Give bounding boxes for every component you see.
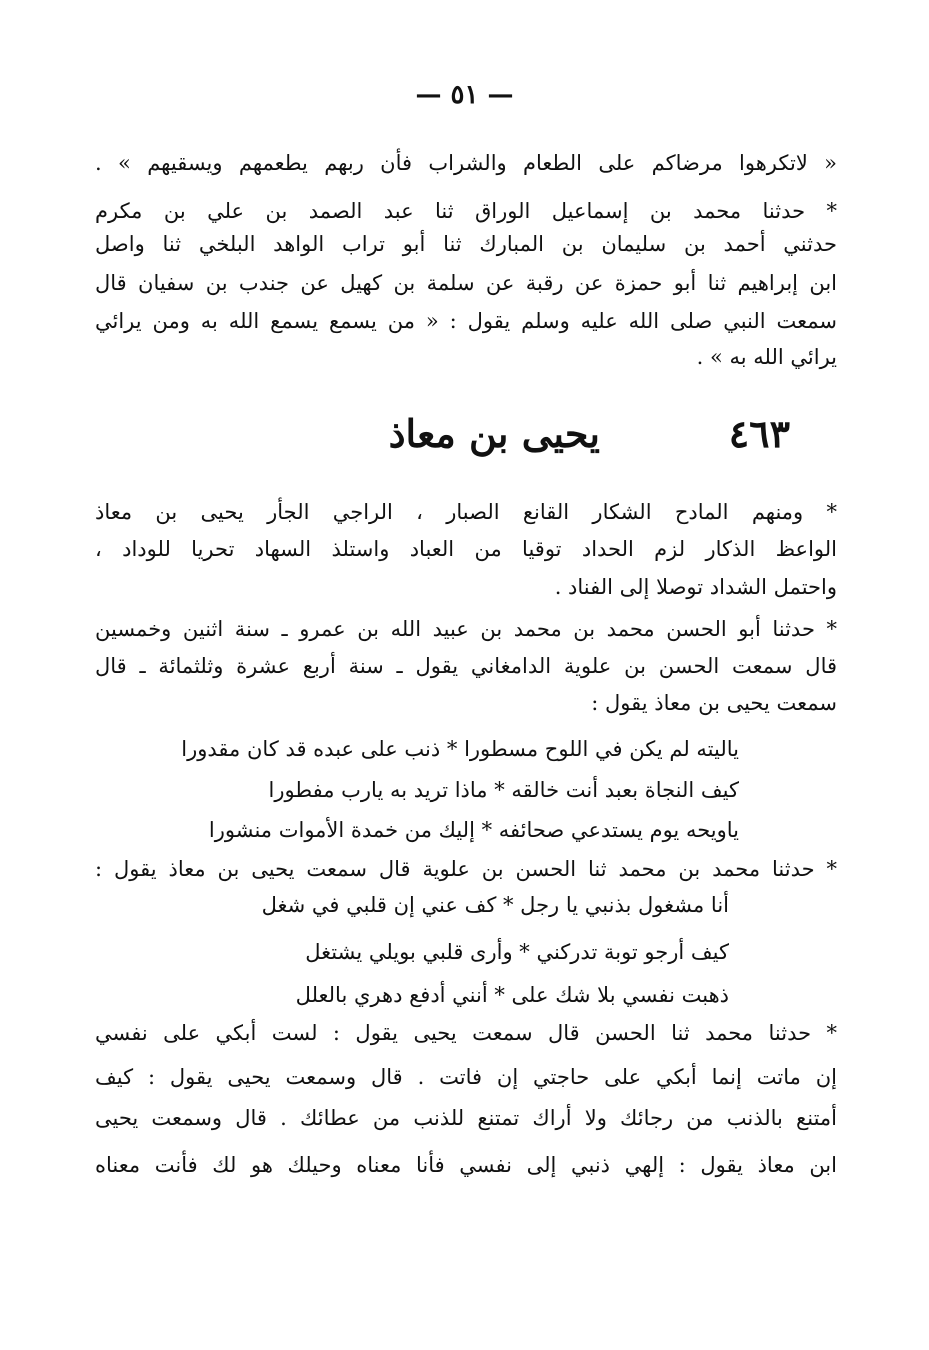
verse-line: كيف أرجو توبة تدركني * وأرى قلبي بويلي يشتغل bbox=[305, 940, 729, 964]
verse-line: ياليته لم يكن في اللوح مسطورا * ذنب على عبده قد كان مقدورا bbox=[181, 737, 739, 761]
page-number: — ٥١ — bbox=[415, 80, 514, 110]
text-line: إن ماتت إنما أبكي على حاجتي إن فاتت . قال وسمعت يحيى يقول : كيف bbox=[95, 1065, 837, 1089]
text-line: يرائي الله به » . bbox=[696, 345, 837, 369]
text-line: سمعت يحيى بن معاذ يقول : bbox=[591, 691, 837, 715]
entry-name: يحيى بن معاذ bbox=[388, 411, 600, 456]
section-heading bbox=[150, 405, 790, 469]
verse-line: كيف النجاة بعبد أنت خالقه * ماذا تريد به يارب مفطورا bbox=[268, 778, 739, 802]
text-line: ابن معاذ يقول : إلهي ذنبي إلى نفسي فأنا معناه وحيلك هو لك فأنت معناه bbox=[95, 1153, 837, 1177]
text-line: * حدثنا أبو الحسن محمد بن محمد بن عبيد الله بن عمرو ـ سنة اثنين وخمسين bbox=[95, 617, 837, 641]
text-line: * ومنهم المادح الشكار القانع الصبار ، الراجي الجأر يحيى بن معاذ bbox=[95, 500, 837, 524]
text-line: * حدثنا محمد ثنا الحسن قال سمعت يحيى يقول : لست أبكي على نفسي bbox=[95, 1021, 837, 1045]
text-line: * حدثنا محمد بن إسماعيل الوراق ثنا عبد الصمد بن علي بن مكرم bbox=[95, 199, 837, 223]
text-line: سمعت النبي صلى الله عليه وسلم يقول : « من يسمع يسمع الله به ومن يرائي bbox=[95, 309, 837, 333]
verse-line: أنا مشغول بذنبي يا رجل * كف عني إن قلبي في شغل bbox=[261, 893, 729, 917]
text-line: قال سمعت الحسن بن علوية الدامغاني يقول ـ سنة أربع عشرة وثلثمائة ـ قال bbox=[95, 654, 837, 678]
text-line: الواعظ الذكار لزم الحداد توقيا من العباد واستلذ السهاد تحريا للوداد ، bbox=[95, 537, 837, 561]
text-line: واحتمل الشداد توصلا إلى الفناد . bbox=[554, 575, 837, 599]
verse-line: ذهبت نفسي بلا شك على * أنني أدفع دهري بالعلل bbox=[295, 983, 729, 1007]
text-line: أمتنع بالذنب من رجائك ولا أراك تمتنع للذنب من عطائك . قال وسمعت يحيى bbox=[95, 1106, 837, 1130]
entry-number: ٤٦٣ bbox=[728, 411, 790, 456]
text-line: * حدثنا محمد بن محمد ثنا الحسن بن علوية قال سمعت يحيى بن معاذ يقول : bbox=[95, 857, 837, 881]
text-line: ابن إبراهيم ثنا أبو حمزة عن رقبة عن سلمة بن كهيل عن جندب بن سفيان قال bbox=[95, 271, 837, 295]
verse-line: ياويحه يوم يستدعي صحائفه * إليك من خمدة الأموات منشورا bbox=[208, 818, 739, 842]
text-line: حدثني أحمد بن سليمان بن المبارك ثنا أبو تراب الواهد البلخي ثنا واصل bbox=[95, 232, 837, 256]
text-line: « لاتكرهوا مرضاكم على الطعام والشراب فأن ربهم يطعمهم ويسقيهم » . bbox=[95, 151, 837, 175]
